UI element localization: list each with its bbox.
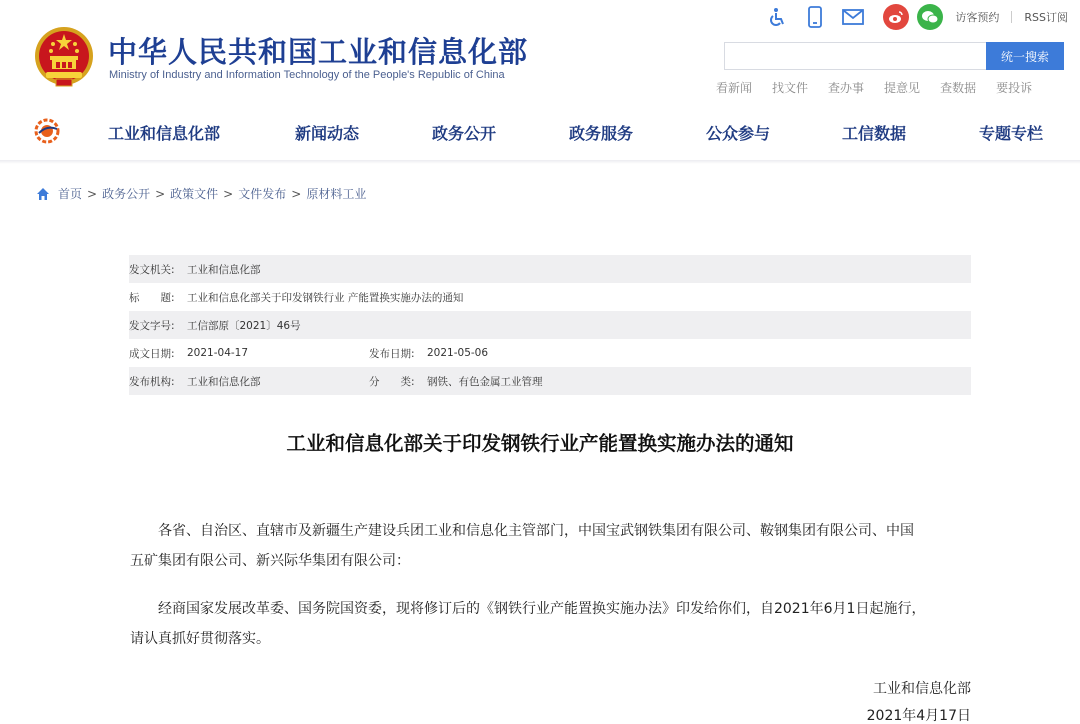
national-emblem-icon	[34, 26, 94, 88]
site-name-english: Ministry of Industry and Information Technology of the People's Republic of China	[109, 69, 505, 81]
meta-label: 成文日期:	[129, 347, 175, 360]
article-signature: 工业和信息化部	[873, 681, 971, 697]
quick-link-complaint[interactable]: 要投诉	[996, 81, 1033, 95]
quick-link-services[interactable]: 查办事	[828, 81, 865, 95]
divider	[1011, 11, 1012, 23]
search-button[interactable]: 统一搜索	[986, 42, 1064, 70]
header-divider	[0, 160, 1080, 164]
nav-item-ministry[interactable]: 工业和信息化部	[108, 124, 221, 143]
meta-value-category: 钢铁、有色金属工业管理	[427, 375, 543, 388]
quick-links	[716, 79, 1052, 96]
nav-item-data[interactable]: 工信数据	[842, 124, 907, 143]
visit-appointment-link[interactable]: 访客预约	[955, 11, 1000, 24]
document-metadata	[129, 255, 971, 395]
article-title: 工业和信息化部关于印发钢铁行业产能置换实施办法的通知	[286, 432, 794, 455]
nav-item-public-participation[interactable]: 公众参与	[706, 124, 771, 143]
nav-item-government-services[interactable]: 政务服务	[569, 124, 634, 143]
article-paragraph-1	[130, 516, 972, 576]
meta-row-doc-number	[129, 311, 971, 339]
meta-value-publisher: 工业和信息化部	[187, 375, 261, 388]
search-input[interactable]	[724, 42, 987, 70]
breadcrumb-separator: >	[223, 186, 234, 201]
nav-item-government-affairs[interactable]: 政务公开	[432, 124, 497, 143]
breadcrumb	[36, 185, 366, 202]
rss-link[interactable]: RSS订阅	[1024, 11, 1068, 24]
quick-link-files[interactable]: 找文件	[772, 81, 809, 95]
meta-row-publisher	[129, 367, 971, 395]
article-date: 2021年4月17日	[866, 708, 971, 724]
nav-item-special-topics[interactable]: 专题专栏	[979, 124, 1044, 143]
breadcrumb-raw-materials[interactable]: 原材料工业	[306, 187, 367, 201]
meta-value-title: 工业和信息化部关于印发钢铁行业 产能置换实施办法的通知	[187, 291, 464, 304]
site-header	[0, 0, 1080, 162]
breadcrumb-home[interactable]: 首页	[58, 187, 83, 201]
meta-row-issuer	[129, 255, 971, 283]
nav-item-news[interactable]: 新闻动态	[295, 124, 360, 143]
quick-link-feedback[interactable]: 提意见	[884, 81, 921, 95]
meta-label: 分 类:	[369, 375, 415, 388]
wechat-icon[interactable]	[917, 4, 943, 30]
meta-label: 发文机关:	[129, 263, 175, 276]
paragraph-text: 五矿集团有限公司、新兴际华集团有限公司：	[130, 553, 410, 569]
accessibility-icon[interactable]	[765, 5, 789, 29]
meta-label: 发布机构:	[129, 375, 175, 388]
paragraph-text: 经商国家发展改革委、国务院国资委，现将修订后的《钢铁行业产能置换实施办法》印发给你们，自2021年6月1日起施行，	[158, 601, 926, 617]
meta-value-doc-number: 工信部原〔2021〕46号	[187, 319, 301, 332]
meta-row-title	[129, 283, 971, 311]
top-toolbar	[757, 5, 1068, 29]
breadcrumb-separator: >	[155, 186, 166, 201]
quick-link-news[interactable]: 看新闻	[716, 81, 753, 95]
ministry-logo-icon[interactable]	[33, 117, 61, 145]
meta-label: 标 题:	[129, 291, 175, 304]
mobile-icon[interactable]	[803, 5, 827, 29]
main-nav	[0, 117, 1080, 145]
site-name[interactable]: 中华人民共和国工业和信息化部	[108, 35, 529, 69]
quick-link-data[interactable]: 查数据	[940, 81, 977, 95]
paragraph-text: 各省、自治区、直辖市及新疆生产建设兵团工业和信息化主管部门，中国宝武钢铁集团有限公司、鞍钢集团有限公司、中国	[158, 523, 914, 539]
breadcrumb-government-affairs[interactable]: 政务公开	[102, 187, 151, 201]
meta-label: 发文字号:	[129, 319, 175, 332]
breadcrumb-separator: >	[291, 186, 302, 201]
mail-icon[interactable]	[841, 5, 865, 29]
meta-value-written-date: 2021-04-17	[187, 347, 249, 359]
meta-row-dates	[129, 339, 971, 367]
home-icon[interactable]	[36, 187, 50, 201]
meta-value-issuer: 工业和信息化部	[187, 263, 261, 276]
meta-value-publish-date: 2021-05-06	[427, 347, 489, 359]
article-paragraph-2	[130, 594, 972, 654]
breadcrumb-separator: >	[87, 186, 98, 201]
meta-label: 发布日期:	[369, 347, 415, 360]
weibo-icon[interactable]	[883, 4, 909, 30]
breadcrumb-file-release[interactable]: 文件发布	[238, 187, 287, 201]
paragraph-text: 请认真抓好贯彻落实。	[130, 631, 270, 647]
breadcrumb-policy-documents[interactable]: 政策文件	[170, 187, 219, 201]
